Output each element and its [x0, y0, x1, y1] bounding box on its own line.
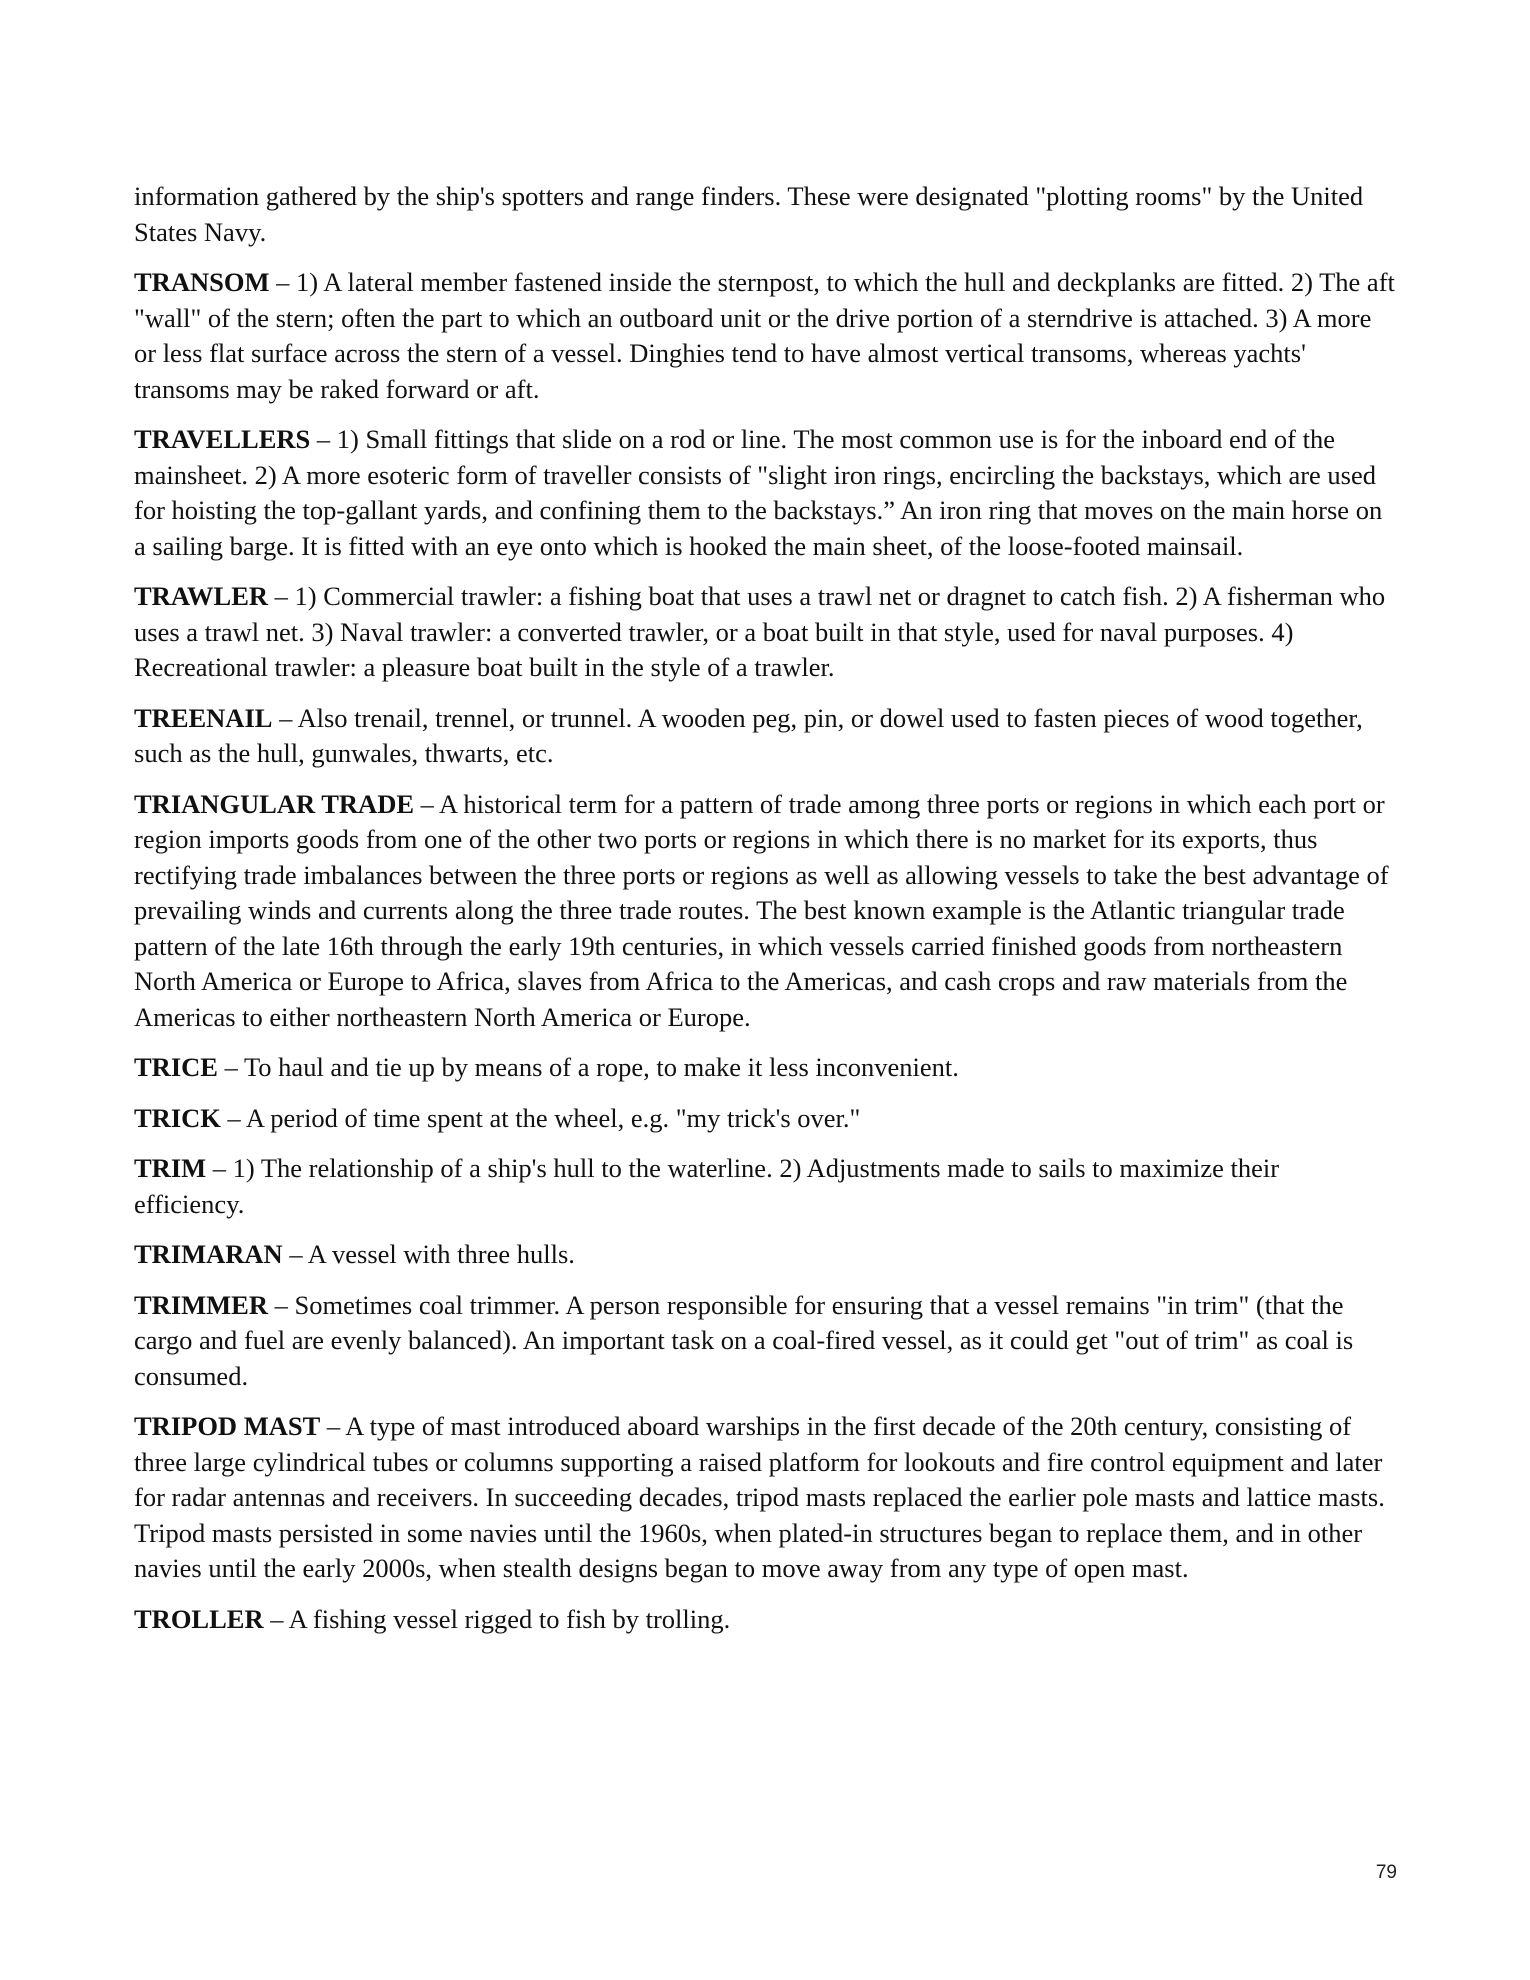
- entry-troller: [134, 1602, 1396, 1638]
- entry-trim: [134, 1151, 1396, 1222]
- entry-trimmer: [134, 1288, 1396, 1395]
- entry-term: TRIPOD MAST: [134, 1411, 321, 1441]
- entry-term: TRANSOM: [134, 267, 270, 297]
- entry-term: TROLLER: [134, 1603, 264, 1634]
- entry-travellers: [134, 422, 1396, 564]
- entry-definition: – 1) A lateral member fastened inside the sternpost, to which the hull and deckplanks are fitted. 2) The aft "wall" of the stern; often the part to which an outboard unit or the drive portion of a sterndrive is attached. 3) A more or less flat surface across the stern of a vessel. Dinghies tend to have almost vertical transoms, whereas yachts' transoms may be raked forward or aft.: [134, 267, 1395, 404]
- entry-term: TRICE: [134, 1052, 218, 1082]
- entry-definition: – A vessel with three hulls.: [282, 1239, 575, 1269]
- entry-treenail: [134, 701, 1396, 772]
- entry-term: TREENAIL: [134, 702, 273, 733]
- entry-term: TRIM: [134, 1153, 207, 1183]
- entry-tripod-mast: [134, 1409, 1396, 1587]
- entry-term: TRIANGULAR TRADE: [134, 788, 415, 819]
- entry-trice: [134, 1050, 1396, 1086]
- entry-term: TRAVELLERS: [134, 424, 311, 454]
- entry-definition: – A historical term for a pattern of trade among three ports or regions in which each port or region imports goods from one of the other two ports or regions in which there is no market for its exports, thus rectifying trade imbalances between the three ports or regions as well as allowing vessels to take the best advantage of prevailing winds and currents along the three trade routes. The best known example is the Atlantic triangular trade pattern of the late 16th through the early 19th centuries, in which vessels carried finished goods from northeastern North America or Europe to Africa, slaves from Africa to the Americas, and cash crops and raw materials from the Americas to either northeastern North America or Europe.: [134, 788, 1389, 1032]
- entry-term: TRAWLER: [134, 581, 269, 611]
- entry-definition: – 1) Commercial trawler: a fishing boat that uses a trawl net or dragnet to catch fish. 2) A fisherman who uses a trawl net. 3) Naval trawler: a converted trawler, or a boat built in that style, used for naval purposes. 4) Recreational trawler: a pleasure boat built in the style of a trawler.: [134, 581, 1386, 682]
- continuation-paragraph: information gathered by the ship's spotters and range finders. These were designated "plotting rooms" by the United States Navy.: [134, 181, 1364, 247]
- entry-trimaran: [134, 1237, 1396, 1273]
- entry-term: TRIMARAN: [134, 1239, 283, 1269]
- entry-definition: – A period of time spent at the wheel, e.g. "my trick's over.": [220, 1102, 861, 1133]
- entry-definition: – 1) Small fittings that slide on a rod or line. The most common use is for the inboard end of the mainsheet. 2) A more esoteric form of traveller consists of "slight iron rings, encircling the backstays, which are used for hoisting the top-gallant yards, and confining them to the backstays.” An iron ring that moves on the main horse on a sailing barge. It is fitted with an eye onto which is hooked the main sheet, of the loose-footed mainsail.: [134, 424, 1383, 561]
- entry-definition: – To haul and tie up by means of a rope, to make it less inconvenient.: [217, 1052, 959, 1082]
- page-number: 79: [1375, 1862, 1397, 1883]
- glossary-body: [134, 179, 1396, 1652]
- entry-transom: [134, 265, 1396, 407]
- entry-definition: – A fishing vessel rigged to fish by trolling.: [263, 1603, 731, 1634]
- entry-trawler: [134, 579, 1396, 686]
- entry-definition: – Sometimes coal trimmer. A person responsible for ensuring that a vessel remains "in trim" (that the cargo and fuel are evenly balanced). An important task on a coal-fired vessel, as it could get "out of trim" as coal is consumed.: [134, 1289, 1354, 1391]
- entry-trick: [134, 1101, 1396, 1137]
- entry-definition: – 1) The relationship of a ship's hull to the waterline. 2) Adjustments made to sails to maximize their efficiency.: [134, 1153, 1280, 1219]
- entry-term: TRIMMER: [134, 1289, 268, 1320]
- entry-triangular-trade: [134, 787, 1396, 1036]
- entry-term: TRICK: [134, 1102, 221, 1133]
- entry-definition: – A type of mast introduced aboard warships in the first decade of the 20th century, consisting of three large cylindrical tubes or columns supporting a raised platform for lookouts and fire control equipment and later for radar antennas and receivers. In succeeding decades, tripod masts replaced the earlier pole masts and lattice masts. Tripod masts persisted in some navies until the 1960s, when plated-in structures began to replace them, and in other navies until the early 2000s, when stealth designs began to move away from any type of open mast.: [134, 1411, 1385, 1583]
- entry-definition: – Also trenail, trennel, or trunnel. A wooden peg, pin, or dowel used to fasten pieces of wood together, such as the hull, gunwales, thwarts, etc.: [134, 702, 1363, 768]
